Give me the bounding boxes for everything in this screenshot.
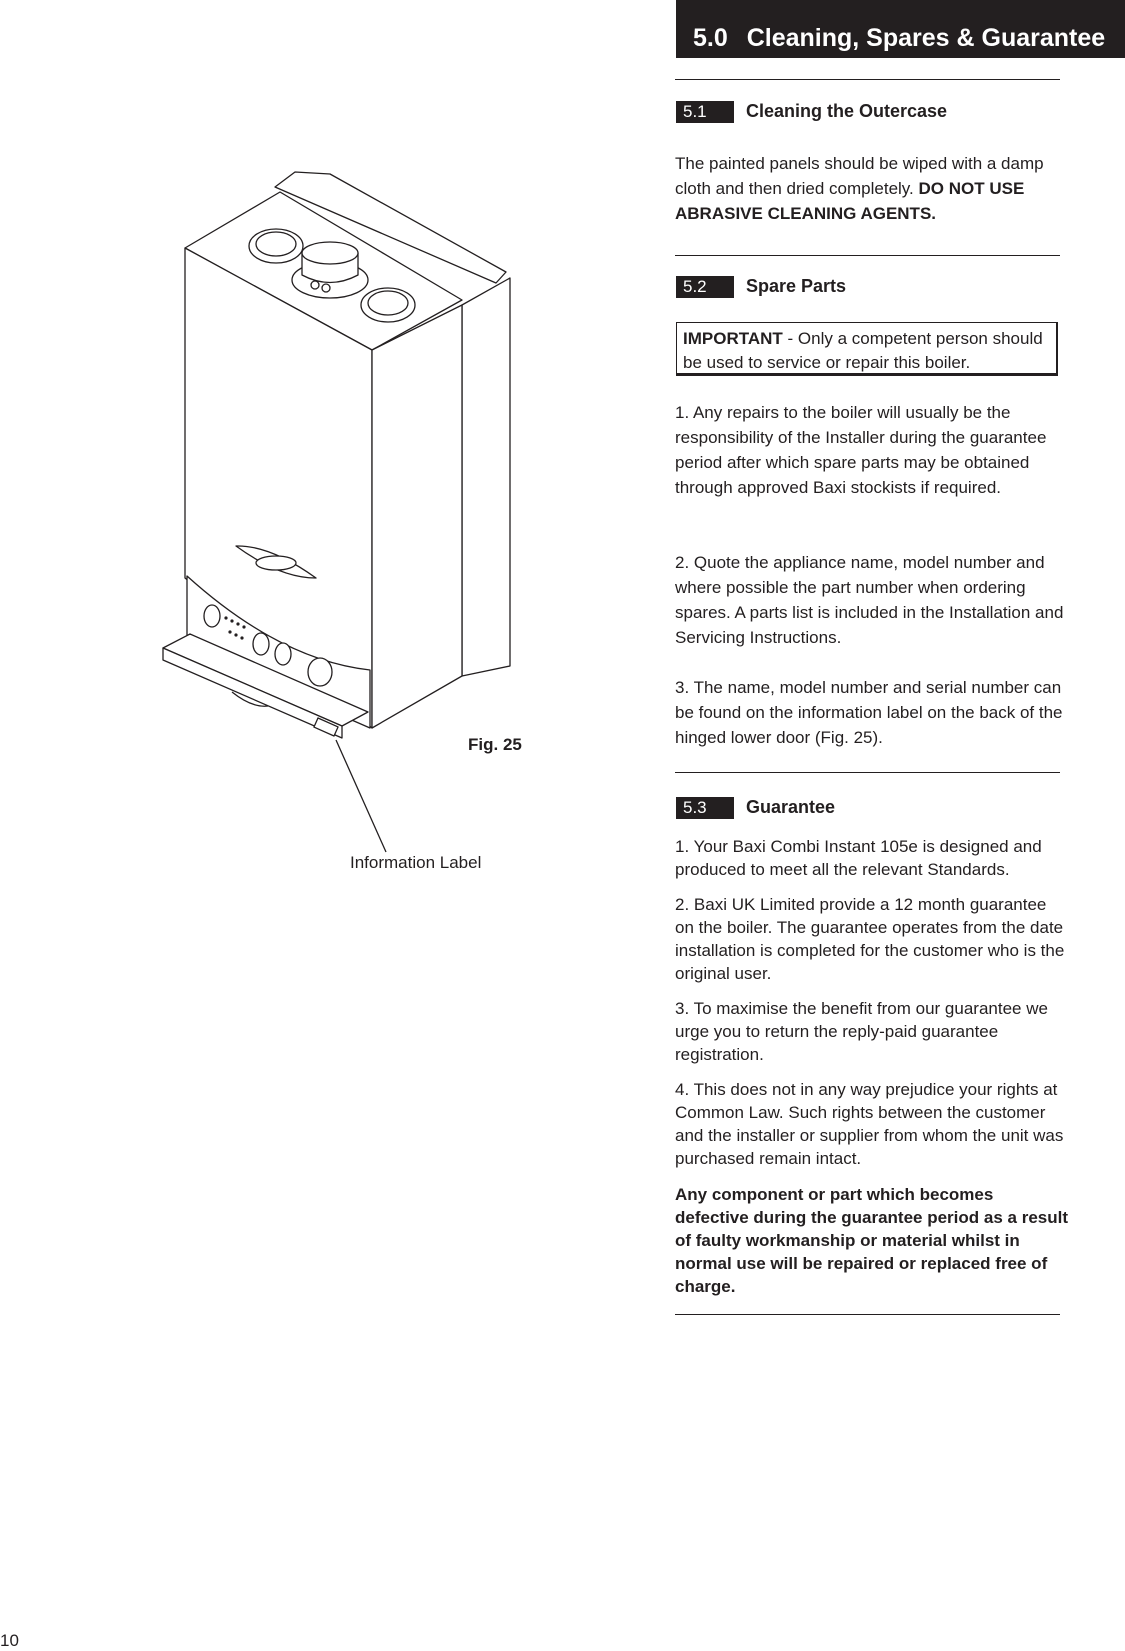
guarantee-item-2: 2. Baxi UK Limited provide a 12 month guarantee on the boiler. The guarantee operates from the date installation is completed for the customer who is the original user. (675, 895, 1065, 983)
control-knob (275, 643, 291, 665)
important-text: - Only a competent person should be used to service or repair this boiler. (683, 329, 1043, 372)
section-number-5-3: 5.3 (676, 797, 734, 819)
control-knob (253, 633, 269, 655)
guarantee-item-1: 1. Your Baxi Combi Instant 105e is designed and produced to meet all the relevant Standards. (675, 837, 1042, 879)
section-number-5-2: 5.2 (676, 276, 734, 298)
figure-caption: Fig. 25 (468, 735, 522, 754)
control-knob (204, 605, 220, 627)
guarantee-item-3: 3. To maximise the benefit from our guarantee we urge you to return the reply-paid guarantee registration. (675, 999, 1048, 1064)
boiler-side-panel (462, 278, 510, 676)
section-title-guarantee: Guarantee (746, 797, 836, 817)
important-label: IMPORTANT (683, 329, 783, 348)
cleaning-body: The painted panels should be wiped with a damp cloth and then dried completely. (675, 154, 1044, 198)
important-notice-box (676, 322, 1058, 376)
section-number-5-1: 5.1 (676, 101, 734, 123)
divider (675, 1314, 1060, 1315)
callout-leader-line (336, 740, 386, 852)
page-number: 10 (0, 1631, 19, 1650)
guarantee-item-4: 4. This does not in any way prejudice your rights at Common Law. Such rights between the customer and the installer or supplier from whom the unit was purchased remain intact. (675, 1080, 1064, 1168)
divider (675, 772, 1060, 773)
header-title: Cleaning, Spares & Guarantee (746, 24, 1106, 52)
boiler-illustration (150, 160, 530, 880)
cleaning-warning: DO NOT USE ABRASIVE CLEANING AGENTS. (675, 179, 1025, 223)
header-number: 5.0 (693, 24, 728, 52)
section-title-cleaning: Cleaning the Outercase (746, 101, 948, 121)
section-title-spares: Spare Parts (746, 276, 847, 296)
pressure-gauge (308, 658, 332, 686)
information-label-callout: Information Label (350, 853, 482, 872)
spares-item-1: 1. Any repairs to the boiler will usually be the responsibility of the Installer during the guarantee period after which spare parts may be obtained through approved Baxi stockists if required. (675, 403, 1047, 497)
divider (675, 255, 1060, 256)
section-header-bar (676, 0, 1125, 58)
cleaning-paragraph (675, 151, 1070, 226)
divider (675, 79, 1060, 80)
section-header-title (693, 24, 1105, 53)
spares-item-2: 2. Quote the appliance name, model number and where possible the part number when ordering spares. A parts list is included in the Installation and Servicing Instructions. (675, 553, 1064, 647)
guarantee-closing: Any component or part which becomes defective during the guarantee period as a result of faulty workmanship or material whilst in normal use will be repaired or replaced free of charge. (675, 1185, 1068, 1296)
spares-item-3: 3. The name, model number and serial number can be found on the information label on the back of the hinged lower door (Fig. 25). (675, 678, 1063, 747)
